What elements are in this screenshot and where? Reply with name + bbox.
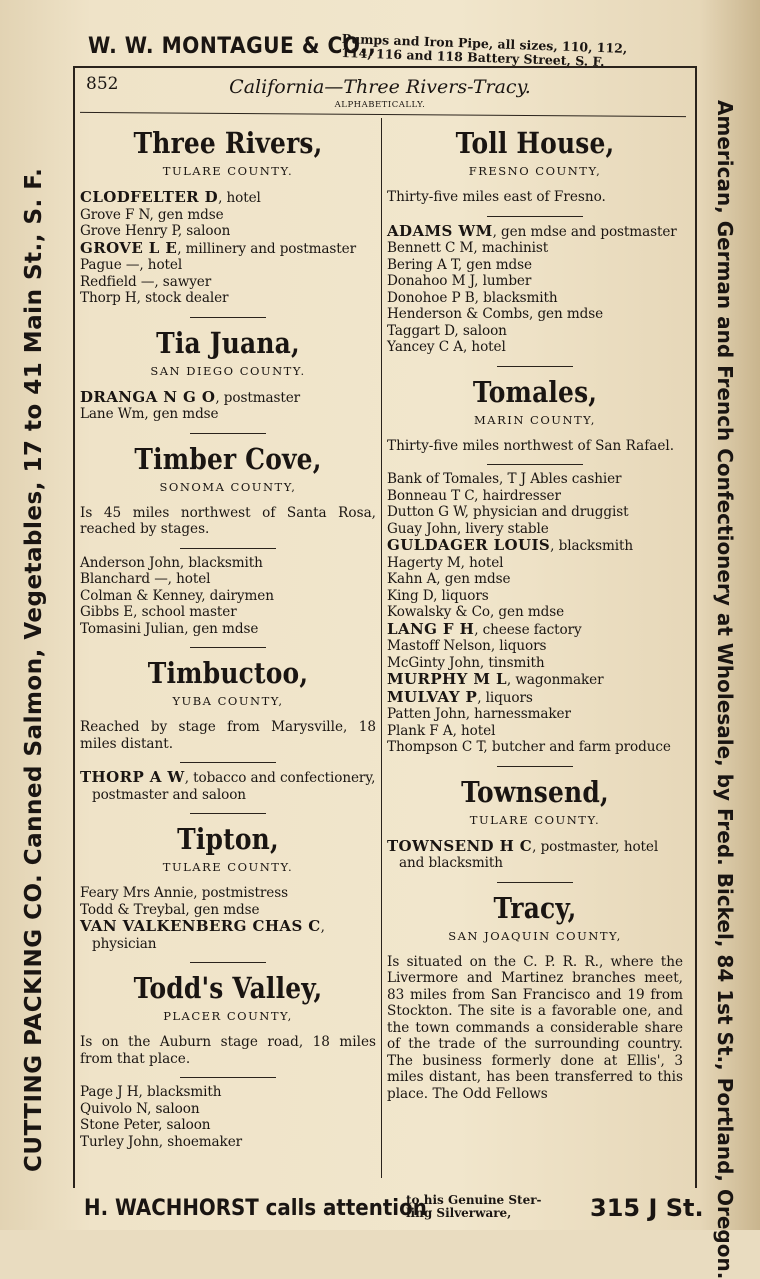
description-rule bbox=[180, 762, 276, 763]
entry-text: Grove Henry P, saloon bbox=[80, 223, 231, 239]
directory-entry bbox=[387, 521, 683, 538]
directory-entry bbox=[387, 621, 683, 639]
directory-entry bbox=[80, 918, 376, 952]
entry-bold-name: LANG F H bbox=[387, 619, 475, 638]
town-description: Is 45 miles northwest of Santa Rosa, reached by stages. bbox=[80, 504, 376, 537]
county-name: FRESNO COUNTY, bbox=[468, 164, 602, 178]
entry-list bbox=[387, 471, 683, 756]
section-tracy bbox=[387, 891, 683, 1103]
directory-entry bbox=[387, 471, 683, 488]
entry-text: Dutton G W, physician and druggist bbox=[387, 504, 629, 520]
entry-text: Bering A T, gen mdse bbox=[387, 256, 532, 273]
entry-text: Anderson John, blacksmith bbox=[80, 554, 263, 571]
left-column bbox=[80, 118, 376, 1150]
directory-entry bbox=[387, 555, 683, 572]
entry-text: Quivolo N, saloon bbox=[80, 1100, 200, 1117]
directory-entry bbox=[387, 706, 683, 723]
entry-text: Bennett C M, machinist bbox=[387, 240, 549, 256]
section-toll-house bbox=[387, 126, 683, 356]
entry-text: Bonneau T C, hairdresser bbox=[387, 487, 561, 504]
town-description: Reached by stage from Marysville, 18 miles distant. bbox=[80, 719, 376, 752]
entry-text: Feary Mrs Annie, postmistress bbox=[80, 885, 289, 901]
entry-text: Patten John, harnessmaker bbox=[387, 706, 571, 722]
directory-entry bbox=[387, 588, 683, 605]
directory-entry bbox=[387, 223, 683, 241]
directory-entry bbox=[387, 504, 683, 521]
county-name: SAN JOAQUIN COUNTY, bbox=[448, 928, 622, 943]
town-name: Timber Cove, bbox=[134, 441, 322, 476]
entry-text: , liquors bbox=[477, 689, 533, 706]
entry-text: Guay John, livery stable bbox=[387, 520, 549, 537]
entry-text: , physician bbox=[92, 919, 325, 952]
section-three-rivers bbox=[80, 126, 376, 307]
entry-text: Thorp H, stock dealer bbox=[80, 290, 229, 306]
town-name: Tomales, bbox=[472, 374, 598, 409]
town-description: Is on the Auburn stage road, 18 miles from that place. bbox=[80, 1034, 376, 1067]
directory-entry bbox=[387, 290, 683, 307]
entry-text: , tobacco and confectionery, postmaster and saloon bbox=[92, 770, 376, 803]
entry-list bbox=[80, 885, 376, 952]
directory-entry bbox=[80, 1134, 376, 1151]
entry-list bbox=[387, 223, 683, 356]
directory-entry bbox=[387, 638, 683, 655]
entry-list bbox=[80, 555, 376, 638]
page-number: 852 bbox=[86, 74, 119, 94]
bottom-ad-address: 315 J St. bbox=[590, 1194, 704, 1222]
entry-list bbox=[80, 389, 376, 423]
county-name: SAN DIEGO COUNTY. bbox=[150, 363, 306, 378]
description-rule bbox=[180, 1077, 276, 1078]
town-name: Tracy, bbox=[493, 890, 577, 925]
directory-entry bbox=[80, 406, 376, 423]
directory-entry bbox=[387, 339, 683, 356]
bottom-advertisement bbox=[84, 1190, 704, 1226]
entry-bold-name: DRANGA N G O bbox=[80, 387, 216, 406]
town-name: Timbuctoo, bbox=[147, 656, 309, 690]
section-timber-cove bbox=[80, 442, 376, 638]
section-rule bbox=[190, 433, 266, 434]
entry-text: Lane Wm, gen mdse bbox=[80, 406, 219, 422]
county-name: SONOMA COUNTY, bbox=[159, 479, 297, 494]
town-name: Tia Juana, bbox=[156, 325, 300, 360]
entry-text: , millinery and postmaster bbox=[177, 240, 356, 257]
directory-entry bbox=[80, 389, 376, 407]
directory-entry bbox=[80, 902, 376, 919]
entry-text: Donahoo M J, lumber bbox=[387, 273, 532, 289]
entry-text: Mastoff Nelson, liquors bbox=[387, 638, 547, 654]
entry-text: Bank of Tomales, T J Ables cashier bbox=[387, 471, 622, 487]
town-name: Todd's Valley, bbox=[133, 971, 323, 1005]
entry-text: Hagerty M, hotel bbox=[387, 554, 504, 571]
entry-text: Plank F A, hotel bbox=[387, 722, 496, 739]
entry-text: , postmaster, hotel and blacksmith bbox=[399, 838, 659, 871]
directory-entry bbox=[387, 488, 683, 505]
town-name: Toll House, bbox=[455, 126, 615, 160]
county-name: YUBA COUNTY, bbox=[172, 694, 284, 708]
section-tia-juana bbox=[80, 326, 376, 423]
county-name: MARIN COUNTY, bbox=[474, 412, 596, 427]
entry-list bbox=[80, 769, 376, 803]
directory-entry bbox=[387, 323, 683, 340]
entry-text: King D, liquors bbox=[387, 587, 489, 604]
entry-bold-name: THORP A W bbox=[80, 768, 185, 786]
directory-entry bbox=[80, 604, 376, 621]
top-ad-text: Pumps and Iron Pipe, all sizes, 110, 112, 114, 116 and 118 Battery Street, S. F. bbox=[341, 31, 628, 70]
section-rule bbox=[497, 366, 573, 367]
directory-entry bbox=[387, 739, 683, 756]
entry-text: Kowalsky & Co, gen mdse bbox=[387, 604, 565, 620]
directory-entry bbox=[80, 189, 376, 207]
entry-list bbox=[387, 838, 683, 872]
running-title: California—Three Rivers-Tracy. bbox=[229, 76, 531, 98]
left-margin-advertisement: CUTTING PACKING CO. Canned Salmon, Vegetables, 17 to 41 Main St., S. F. bbox=[21, 167, 47, 1172]
directory-entry bbox=[80, 1117, 376, 1134]
directory-entry bbox=[80, 555, 376, 572]
column-divider bbox=[381, 118, 382, 1178]
description-rule bbox=[487, 216, 583, 217]
directory-entry bbox=[387, 240, 683, 257]
directory-entry bbox=[387, 723, 683, 740]
entry-list bbox=[80, 1084, 376, 1150]
section-rule bbox=[190, 317, 266, 318]
section-todds-valley bbox=[80, 971, 376, 1150]
directory-entry bbox=[387, 689, 683, 707]
section-rule bbox=[190, 647, 266, 648]
entry-text: Grove F N, gen mdse bbox=[80, 206, 224, 223]
entry-text: Thompson C T, butcher and farm produce bbox=[387, 739, 671, 755]
entry-bold-name: TOWNSEND H C bbox=[387, 836, 533, 855]
section-townsend bbox=[387, 775, 683, 872]
town-name: Three Rivers, bbox=[133, 126, 323, 160]
section-timbuctoo bbox=[80, 656, 376, 803]
entry-bold-name: GROVE L E bbox=[80, 238, 178, 257]
entry-text: Todd & Treybal, gen mdse bbox=[80, 901, 260, 918]
directory-entry bbox=[387, 571, 683, 588]
directory-entry bbox=[387, 655, 683, 672]
description-rule bbox=[180, 548, 276, 549]
section-rule bbox=[190, 813, 266, 814]
directory-entry bbox=[80, 240, 376, 258]
directory-entry bbox=[80, 1084, 376, 1101]
directory-entry bbox=[80, 290, 376, 307]
directory-entry bbox=[387, 671, 683, 689]
entry-bold-name: MULVAY P bbox=[387, 687, 478, 706]
directory-entry bbox=[80, 571, 376, 588]
bottom-ad-name: H. WACHHORST calls attention bbox=[84, 1196, 427, 1221]
alphabetically-label: ALPHABETICALLY. bbox=[334, 100, 426, 110]
entry-text: Gibbs E, school master bbox=[80, 604, 237, 620]
county-name: TULARE COUNTY. bbox=[162, 164, 294, 178]
entry-text: , wagonmaker bbox=[506, 672, 604, 688]
entry-text: McGinty John, tinsmith bbox=[387, 654, 545, 671]
town-description: Thirty-five miles east of Fresno. bbox=[387, 189, 606, 205]
directory-entry bbox=[80, 274, 376, 291]
entry-text: , hotel bbox=[218, 190, 261, 206]
entry-text: Henderson & Combs, gen mdse bbox=[387, 306, 604, 322]
entry-text: Donohoe P B, blacksmith bbox=[387, 289, 558, 306]
county-name: TULARE COUNTY. bbox=[469, 812, 601, 827]
county-name: TULARE COUNTY. bbox=[162, 860, 294, 874]
town-description: Is situated on the C. P. R. R., where the Livermore and Martinez branches meet, 83 miles from San Francisco and 19 from Stockton. The site is a favorable one, and the town commands a considerable share of the trade of the surrounding country. The business formerly done at Ellis', 3 miles distant, has been transferred to this place. The Odd Fellows bbox=[387, 953, 683, 1102]
right-margin-advertisement: American, German and French Confectionery at Wholesale, by Fred. Bickel, 84 1st St., Portland, Oregon. bbox=[713, 100, 737, 1279]
directory-entry bbox=[387, 273, 683, 290]
entry-text: , gen mdse and postmaster bbox=[492, 223, 677, 240]
directory-entry bbox=[387, 537, 683, 555]
entry-bold-name: MURPHY M L bbox=[387, 670, 507, 688]
entry-text: Kahn A, gen mdse bbox=[387, 571, 511, 587]
section-tomales bbox=[387, 375, 683, 756]
top-ad-name: W. W. MONTAGUE & CO., bbox=[88, 34, 377, 59]
directory-entry bbox=[80, 207, 376, 224]
directory-entry bbox=[80, 1101, 376, 1118]
entry-list bbox=[80, 189, 376, 307]
entry-text: Taggart D, saloon bbox=[387, 322, 507, 339]
entry-bold-name: VAN VALKENBERG CHAS C bbox=[80, 917, 321, 935]
entry-text: Stone Peter, saloon bbox=[80, 1117, 211, 1133]
entry-text: , blacksmith bbox=[550, 538, 634, 554]
entry-bold-name: CLODFELTER D bbox=[80, 188, 219, 206]
county-name: PLACER COUNTY, bbox=[163, 1009, 293, 1023]
section-tipton bbox=[80, 822, 376, 952]
directory-entry bbox=[80, 223, 376, 240]
entry-text: Blanchard —, hotel bbox=[80, 571, 211, 587]
entry-text: Colman & Kenney, dairymen bbox=[80, 587, 274, 604]
entry-bold-name: ADAMS WM bbox=[387, 221, 493, 240]
entry-text: Yancey C A, hotel bbox=[387, 339, 506, 355]
right-column bbox=[387, 118, 683, 1102]
section-rule bbox=[497, 882, 573, 883]
entry-text: , cheese factory bbox=[474, 621, 582, 638]
directory-entry bbox=[387, 306, 683, 323]
directory-entry bbox=[80, 588, 376, 605]
directory-entry bbox=[387, 604, 683, 621]
town-name: Tipton, bbox=[177, 822, 279, 856]
directory-entry bbox=[80, 257, 376, 274]
entry-text: Pague —, hotel bbox=[80, 257, 183, 273]
entry-text: Redfield —, sawyer bbox=[80, 273, 212, 290]
section-rule bbox=[497, 766, 573, 767]
directory-entry bbox=[80, 621, 376, 638]
directory-entry bbox=[80, 885, 376, 902]
section-rule bbox=[190, 962, 266, 963]
directory-entry bbox=[387, 838, 683, 872]
directory-entry bbox=[80, 769, 376, 803]
entry-bold-name: GULDAGER LOUIS bbox=[387, 536, 551, 554]
entry-text: Page J H, blacksmith bbox=[80, 1084, 222, 1100]
bottom-ad-text: to his Genuine Ster- ling Silverware, bbox=[406, 1193, 542, 1220]
town-description: Thirty-five miles northwest of San Rafael. bbox=[387, 437, 675, 454]
directory-entry bbox=[387, 257, 683, 274]
entry-text: Tomasini Julian, gen mdse bbox=[80, 620, 259, 637]
description-rule bbox=[487, 464, 583, 465]
town-name: Townsend, bbox=[461, 774, 609, 809]
entry-text: , postmaster bbox=[215, 389, 301, 406]
entry-text: Turley John, shoemaker bbox=[80, 1133, 243, 1150]
